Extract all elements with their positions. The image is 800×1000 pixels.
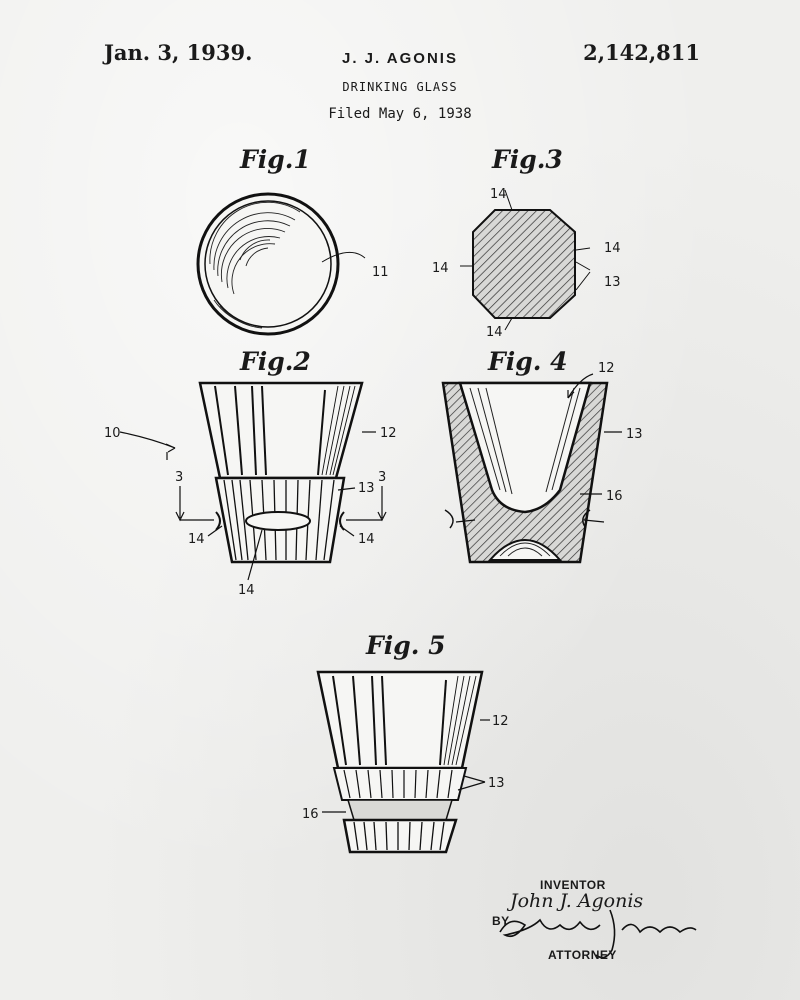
fig2-numeral-14-bottom: 14	[238, 583, 255, 598]
fig2-numeral-3-left: 3	[175, 470, 184, 485]
figure-2	[104, 347, 397, 598]
fig1-label: Fig.1	[240, 145, 311, 174]
figure-5	[302, 631, 509, 852]
attorney-label: ATTORNEY	[548, 948, 617, 962]
fig5-numeral-16: 16	[302, 807, 319, 822]
fig2-numeral-14-left: 14	[188, 532, 205, 547]
fig4-numeral-13: 16	[606, 489, 623, 504]
fig3-label: Fig.3	[492, 145, 563, 174]
inventor-label: INVENTOR	[540, 878, 606, 892]
filed-date: Filed May 6, 1938	[328, 106, 472, 122]
patent-date: Jan. 3, 1939.	[104, 40, 253, 65]
patent-number: 2,142,811	[583, 40, 700, 65]
fig3-numeral-14-top: 14	[490, 187, 507, 202]
figure-4	[443, 347, 643, 562]
fig2-numeral-12: 12	[380, 426, 397, 441]
fig2-label: Fig.2	[240, 347, 311, 376]
fig2-numeral-13: 13	[358, 481, 375, 496]
inventor-signature: John J. Agonis	[510, 890, 644, 912]
fig4-numeral-11: 12	[598, 361, 615, 376]
fig5-numeral-13: 13	[488, 776, 505, 791]
fig3-numeral-14-left: 14	[432, 261, 449, 276]
figure-3	[432, 145, 621, 340]
fig3-numeral-14-right: 14	[604, 241, 621, 256]
fig3-numeral-14-bottom: 14	[486, 325, 503, 340]
fig3-numeral-13: 13	[604, 275, 621, 290]
figure-1	[198, 145, 389, 334]
patent-title: DRINKING GLASS	[342, 80, 458, 94]
fig2-numeral-14-right: 14	[358, 532, 375, 547]
by-label: BY	[492, 914, 510, 928]
inventor-heading: J. J. AGONIS	[342, 50, 458, 67]
fig4-label: Fig. 4	[488, 347, 568, 376]
fig5-numeral-12: 12	[492, 714, 509, 729]
fig5-label: Fig. 5	[366, 631, 446, 660]
fig2-numeral-3-right: 3	[378, 470, 387, 485]
fig2-numeral-10: 10	[104, 426, 121, 441]
fig4-numeral-12: 13	[626, 427, 643, 442]
fig1-numeral-11: 11	[372, 265, 389, 280]
